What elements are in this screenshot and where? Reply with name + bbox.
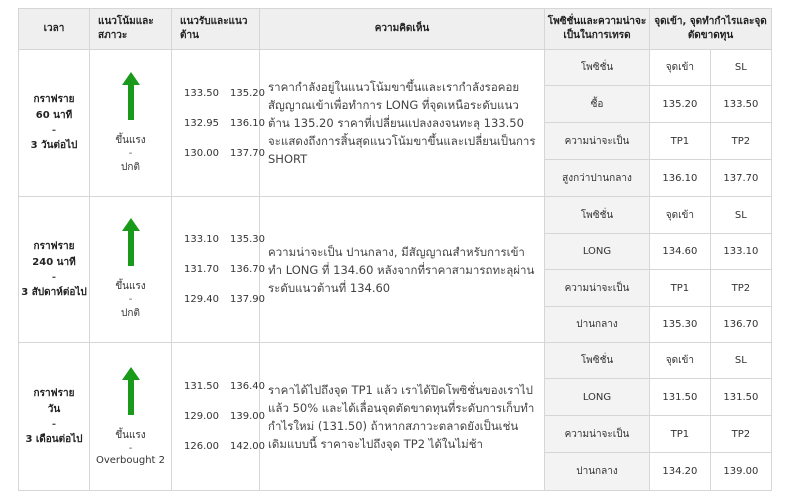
position-value-1: จุดเข้า — [650, 343, 711, 379]
timeframe-separator: - — [51, 271, 57, 283]
trend-strength: ขึ้นแรง — [115, 430, 146, 441]
position-value-2: 137.70 — [723, 172, 759, 184]
position-subtable — [545, 197, 771, 342]
support-value: 131.50 — [184, 381, 219, 392]
comment-cell: ความน่าจะเป็น ปานกลาง, มีสัญญาณสำหรับการเข้าทำ LONG ที่ 134.60 หลังจากที่ราคาสามารถทะลุผ่านระดับแนวต้านที่ 134.60 — [260, 197, 545, 343]
position-label: ความน่าจะเป็น — [545, 270, 650, 307]
sr-pair — [172, 78, 265, 108]
support-value: 129.00 — [184, 411, 219, 422]
timeframe-cell — [19, 343, 90, 491]
position-value-1: TP1 — [650, 123, 711, 160]
trend-condition: Overbought 2 — [95, 455, 165, 466]
header-support-resistance: แนวรับและแนวต้าน — [172, 9, 260, 50]
header-entry: จุดเข้า, จุดทำกำไรและจุดตัดขาดทุน — [650, 9, 772, 50]
position-label: ซื้อ — [545, 86, 650, 123]
position-entry-cell — [545, 197, 772, 343]
position-entry-cell — [545, 50, 772, 197]
trend-strength: ขึ้นแรง — [115, 281, 146, 292]
position-value-2: SL — [710, 343, 771, 379]
support-value: 129.40 — [184, 294, 219, 305]
resistance-value: 135.30 — [230, 234, 265, 245]
timeframe-line3: 3 วันต่อไป — [30, 140, 78, 151]
resistance-value: 137.90 — [230, 294, 265, 305]
position-value-1: 134.60 — [650, 234, 711, 270]
position-subtable — [545, 50, 771, 196]
resistance-value: 137.70 — [230, 147, 265, 159]
position-label: โพซิชั่น — [545, 343, 650, 379]
position-value-2: 131.50 — [710, 379, 771, 416]
arrow-up-icon — [122, 218, 140, 266]
timeframe-line2: 240 นาที — [32, 256, 76, 268]
trend-condition: ปกติ — [121, 308, 140, 319]
position-value-2: TP2 — [710, 270, 771, 307]
sr-pair — [172, 402, 265, 432]
position-label: โพซิชั่น — [545, 197, 650, 234]
position-value-2: SL — [710, 197, 771, 234]
sr-pair — [172, 372, 265, 402]
position-value-1: จุดเข้า — [650, 197, 711, 234]
timeframe-line2: วัน — [47, 403, 61, 415]
position-value-1: 135.30 — [650, 307, 711, 343]
support-value: 126.00 — [184, 441, 219, 452]
position-label: LONG — [545, 379, 650, 416]
sr-pair — [172, 255, 265, 285]
position-value-1: TP1 — [650, 416, 711, 453]
timeframe-separator: - — [51, 418, 57, 430]
header-comment: ความคิดเห็น — [260, 9, 545, 50]
position-subtable-row — [545, 86, 771, 123]
timeframe-line3: 3 สัปดาห์ต่อไป — [21, 286, 87, 298]
header-position: โพซิชั่นและความน่าจะเป็นในการเทรด — [545, 9, 650, 50]
sr-pair — [172, 285, 265, 315]
timeframe-cell — [19, 50, 90, 197]
position-subtable-row — [545, 50, 771, 86]
timeframe-line2: 60 นาที — [35, 110, 73, 121]
position-value-1: TP1 — [650, 270, 711, 307]
position-subtable-row — [545, 307, 771, 343]
resistance-value: 136.10 — [230, 117, 265, 129]
position-subtable-row — [545, 234, 771, 270]
timeframe-cell — [19, 197, 90, 343]
trend-cell — [90, 197, 172, 343]
support-resistance-cell — [172, 343, 265, 491]
position-value-2: SL — [710, 50, 771, 86]
resistance-value: 139.00 — [230, 411, 265, 422]
position-subtable-row — [545, 416, 771, 453]
position-subtable-row — [545, 379, 771, 416]
position-subtable-row — [545, 453, 771, 491]
support-value: 133.50 — [184, 87, 219, 99]
table-row — [19, 197, 772, 343]
position-value-1: 135.20 — [650, 86, 711, 123]
position-subtable-row — [545, 123, 771, 160]
support-value: 130.00 — [184, 147, 219, 159]
comment-cell: ราคากำลังอยู่ในแนวโน้มขาขึ้นและเรากำลังรอคอยสัญญาณเข้าเพื่อทำการ LONG ที่จุดเหนือระดับแนวต้าน 135.20 ราคาที่เปลี่ยนแปลงลงจนทะลุ 133.50 จะแสดงถึงการสิ้นสุดแนวโน้มขาขึ้นและเปลี่ยนเป็นการ SHORT — [260, 50, 545, 197]
header-row — [19, 9, 772, 50]
trend-cell — [90, 50, 172, 197]
trend-separator: - — [128, 294, 133, 305]
position-value-2: TP2 — [710, 123, 771, 160]
trade-signals-table — [18, 8, 772, 491]
trend-separator: - — [128, 443, 133, 454]
sr-pair — [172, 108, 265, 138]
position-value-2: 139.00 — [723, 466, 759, 477]
timeframe-line1: กราฟราย — [33, 240, 75, 252]
trend-cell — [90, 343, 172, 491]
support-value: 133.10 — [184, 234, 219, 245]
position-value-2: 133.50 — [710, 86, 771, 123]
timeframe-line3: 3 เดือนต่อไป — [25, 433, 83, 445]
position-value-1: 131.50 — [650, 379, 711, 416]
support-value: 132.95 — [184, 117, 219, 129]
position-label: โพซิชั่น — [545, 50, 650, 86]
header-trend: แนวโน้มและสภาวะ — [90, 9, 172, 50]
timeframe-line1: กราฟราย — [33, 387, 75, 399]
sr-pair — [172, 432, 265, 462]
table-row — [19, 343, 772, 491]
position-subtable-row — [545, 270, 771, 307]
sr-pair — [172, 225, 265, 255]
position-subtable-row — [545, 197, 771, 234]
timeframe-line1: กราฟราย — [33, 94, 75, 105]
position-label: ความน่าจะเป็น — [545, 123, 650, 160]
trend-separator: - — [128, 147, 133, 159]
position-value-1: จุดเข้า — [650, 50, 711, 86]
position-value-1: 136.10 — [650, 160, 711, 197]
resistance-value: 135.20 — [230, 87, 265, 99]
resistance-value: 136.40 — [230, 381, 265, 392]
position-label: ความน่าจะเป็น — [545, 416, 650, 453]
position-label: LONG — [545, 234, 650, 270]
position-value-2: TP2 — [710, 416, 771, 453]
resistance-value: 136.70 — [230, 264, 265, 275]
position-subtable-row — [545, 343, 771, 379]
position-value-1: 134.20 — [650, 453, 711, 491]
resistance-value: 142.00 — [230, 441, 265, 452]
support-value: 131.70 — [184, 264, 219, 275]
position-value-2: 136.70 — [723, 319, 759, 330]
position-label: ปานกลาง — [545, 453, 650, 491]
position-label: สูงกว่าปานกลาง — [545, 160, 650, 197]
sr-pair — [172, 138, 265, 168]
arrow-up-icon — [122, 72, 140, 120]
trend-strength: ขึ้นแรง — [115, 134, 146, 146]
support-resistance-cell — [172, 197, 265, 343]
support-resistance-cell — [172, 50, 265, 197]
comment-cell: ราคาได้ไปถึงจุด TP1 แล้ว เราได้ปิดโพซิชั่นของเราไปแล้ว 50% และได้เลื่อนจุดตัดขาดทุนที่ระดับการเก็บทำกำไรใหม่ (131.50) ถ้าหากสภาวะตลาดยังเป็นเช่นเดิมแบบนี้ ราคาจะไปถึงจุด TP2 ได้ในไม่ช้า — [260, 343, 545, 491]
position-subtable-row — [545, 160, 771, 197]
trend-condition: ปกติ — [121, 161, 140, 173]
position-value-2: 133.10 — [710, 234, 771, 270]
table-row — [19, 50, 772, 197]
header-time: เวลา — [19, 9, 90, 50]
arrow-up-icon — [122, 367, 140, 415]
position-entry-cell — [545, 343, 772, 491]
position-subtable — [545, 343, 771, 490]
timeframe-separator: - — [51, 125, 57, 136]
position-label: ปานกลาง — [545, 307, 650, 343]
